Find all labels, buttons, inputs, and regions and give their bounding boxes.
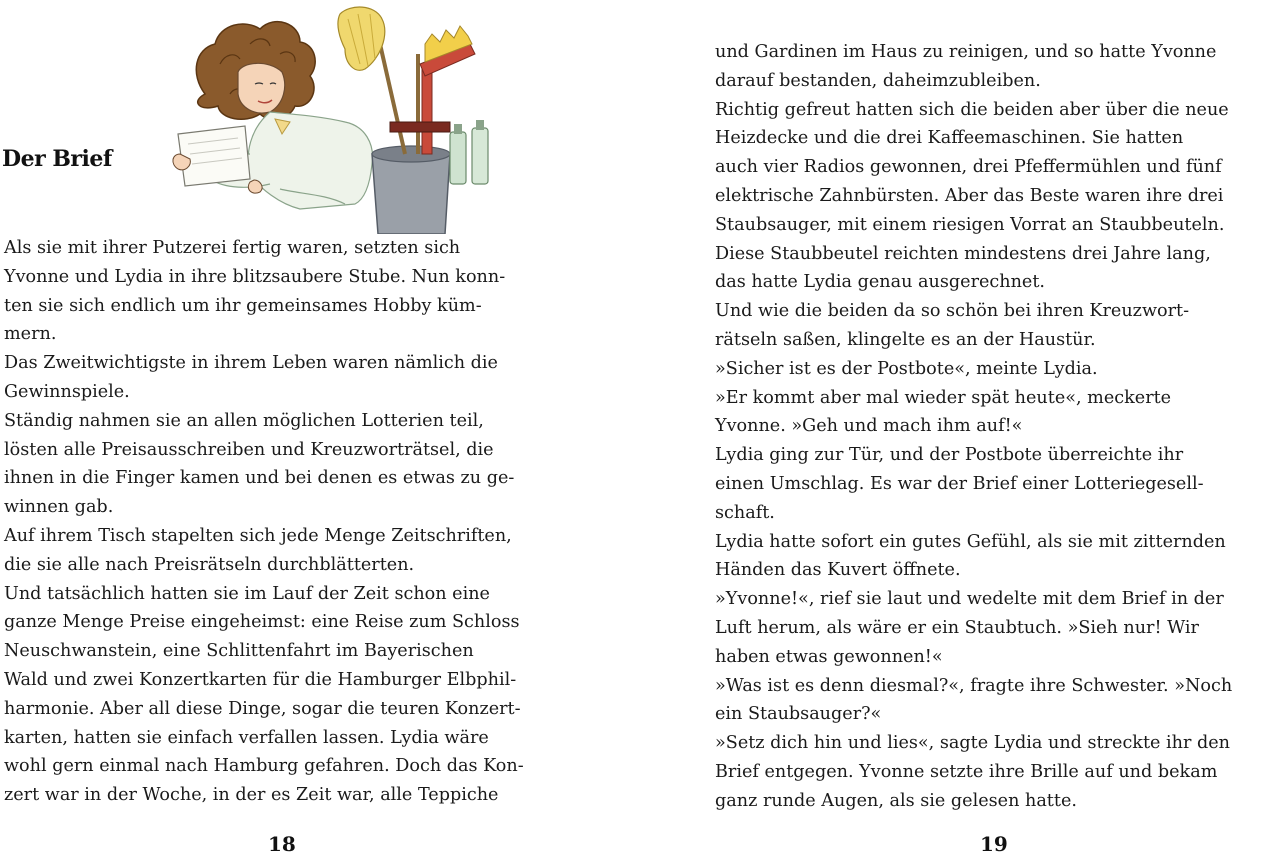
text-line: ganze Menge Preise eingeheimst: eine Reise zum Schloss bbox=[4, 612, 520, 633]
page-number-right: 19 bbox=[980, 832, 1008, 856]
text-line: ein Staubsauger?« bbox=[715, 704, 882, 725]
right-page bbox=[700, 0, 1263, 857]
text-line: ganz runde Augen, als sie gelesen hatte. bbox=[715, 790, 1077, 811]
text-line: Gewinnspiele. bbox=[4, 381, 130, 402]
text-line: Wald und zwei Konzertkarten für die Hamburger Elbphil- bbox=[4, 669, 517, 690]
text-line: Ständig nahmen sie an allen möglichen Lotterien teil, bbox=[4, 410, 484, 431]
text-line: harmonie. Aber all diese Dinge, sogar die teuren Konzert- bbox=[4, 698, 521, 719]
text-line: »Yvonne!«, rief sie laut und wedelte mit dem Brief in der bbox=[715, 589, 1224, 610]
text-line: Brief entgegen. Yvonne setzte ihre Brille auf und bekam bbox=[715, 761, 1218, 782]
text-line: »Was ist es denn diesmal?«, fragte ihre Schwester. »Noch bbox=[715, 675, 1233, 696]
text-line: mern. bbox=[4, 324, 57, 345]
text-line: Staubsauger, mit einem riesigen Vorrat an Staubbeuteln. bbox=[715, 214, 1225, 235]
text-line: Händen das Kuvert öffnete. bbox=[715, 560, 961, 581]
text-line: ihnen in die Finger kamen und bei denen es etwas zu ge- bbox=[4, 468, 515, 489]
text-line: einen Umschlag. Es war der Brief einer Lotteriegesell- bbox=[715, 473, 1204, 494]
text-line: Und tatsächlich hatten sie im Lauf der Zeit schon eine bbox=[4, 583, 490, 604]
text-line: Luft herum, als wäre er ein Staubtuch. »Sieh nur! Wir bbox=[715, 617, 1199, 638]
text-line: elektrische Zahnbürsten. Aber das Beste waren ihre drei bbox=[715, 185, 1224, 206]
left-page-text bbox=[4, 234, 554, 810]
text-line: wohl gern einmal nach Hamburg gefahren. Doch das Kon- bbox=[4, 756, 524, 777]
text-line: »Sicher ist es der Postbote«, meinte Lydia. bbox=[715, 358, 1098, 379]
woman-cleaning-illustration bbox=[150, 4, 565, 234]
page-number-left: 18 bbox=[268, 832, 296, 856]
text-line: Yvonne und Lydia in ihre blitzsaubere Stube. Nun konn- bbox=[4, 266, 506, 287]
text-line: Das Zweitwichtigste in ihrem Leben waren nämlich die bbox=[4, 353, 498, 374]
chapter-title: Der Brief bbox=[2, 146, 112, 172]
text-line: lösten alle Preisausschreiben und Kreuzworträtsel, die bbox=[4, 439, 494, 460]
text-line: Yvonne. »Geh und mach ihm auf!« bbox=[715, 416, 1023, 437]
text-line: schaft. bbox=[715, 502, 775, 523]
left-page bbox=[0, 0, 620, 857]
text-line: rätseln saßen, klingelte es an der Haustür. bbox=[715, 329, 1096, 350]
text-line: haben etwas gewonnen!« bbox=[715, 646, 943, 667]
text-line: »Er kommt aber mal wieder spät heute«, meckerte bbox=[715, 387, 1172, 408]
text-line: karten, hatten sie einfach verfallen lassen. Lydia wäre bbox=[4, 727, 489, 748]
text-line: zert war in der Woche, in der es Zeit war, alle Teppiche bbox=[4, 785, 499, 806]
text-line: Neuschwanstein, eine Schlittenfahrt im Bayerischen bbox=[4, 641, 474, 662]
text-line: Und wie die beiden da so schön bei ihren Kreuzwort- bbox=[715, 301, 1190, 322]
text-line: und Gardinen im Haus zu reinigen, und so hatte Yvonne bbox=[715, 42, 1217, 62]
text-line: »Setz dich hin und lies«, sagte Lydia und streckte ihr den bbox=[715, 733, 1231, 754]
letter bbox=[178, 126, 250, 186]
text-line: Lydia ging zur Tür, und der Postbote überreichte ihr bbox=[715, 445, 1184, 466]
text-line: Auf ihrem Tisch stapelten sich jede Menge Zeitschriften, bbox=[4, 525, 512, 546]
text-line: ten sie sich endlich um ihr gemeinsames Hobby küm- bbox=[4, 295, 482, 316]
text-line: das hatte Lydia genau ausgerechnet. bbox=[715, 272, 1045, 293]
text-line: Lydia hatte sofort ein gutes Gefühl, als sie mit zitternden bbox=[715, 531, 1226, 552]
woman-figure bbox=[173, 22, 373, 209]
text-line: die sie alle nach Preisrätseln durchblätterten. bbox=[4, 554, 415, 575]
text-line: Heizdecke und die drei Kaffeemaschinen. Sie hatten bbox=[715, 128, 1184, 149]
right-page-text bbox=[715, 38, 1263, 816]
text-line: auch vier Radios gewonnen, drei Pfeffermühlen und fünf bbox=[715, 157, 1222, 178]
text-line: Diese Staubbeutel reichten mindestens drei Jahre lang, bbox=[715, 243, 1211, 264]
text-line: Richtig gefreut hatten sich die beiden aber über die neue bbox=[715, 99, 1229, 120]
text-line: darauf bestanden, daheimzubleiben. bbox=[715, 70, 1041, 91]
bottles bbox=[450, 120, 488, 184]
text-line: winnen gab. bbox=[4, 497, 114, 518]
text-line: Als sie mit ihrer Putzerei fertig waren, setzten sich bbox=[4, 238, 461, 258]
bucket bbox=[372, 146, 450, 234]
